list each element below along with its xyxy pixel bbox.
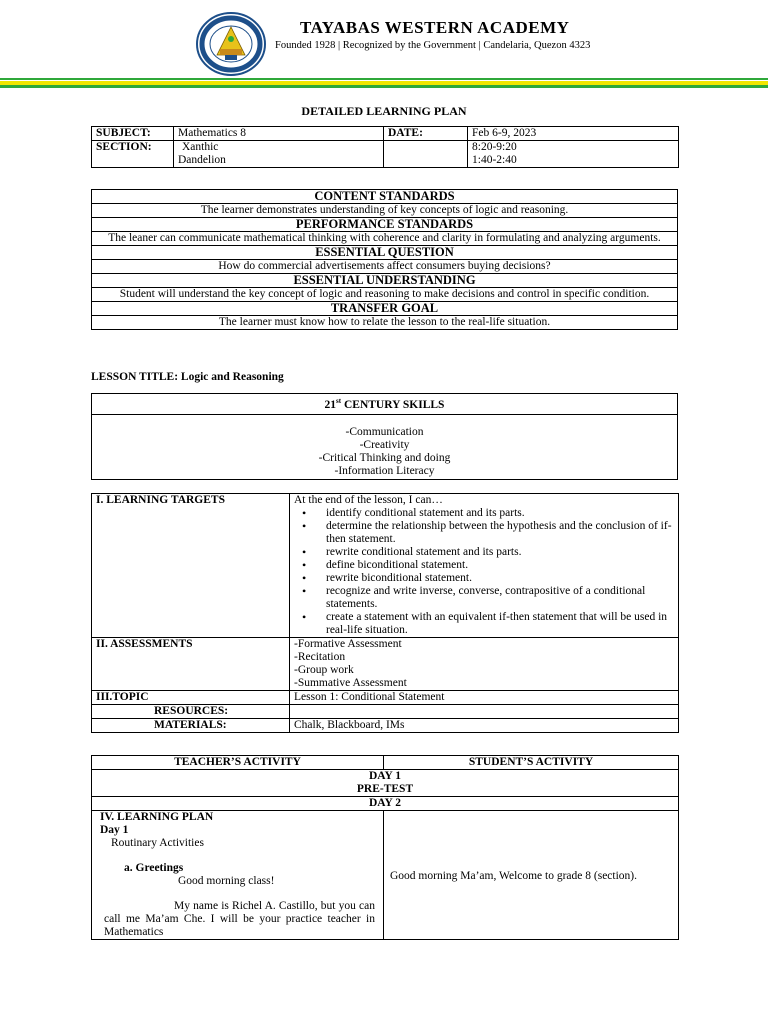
table-row [92, 494, 679, 638]
list-item: -Group work [294, 664, 354, 676]
transfer-goal-heading: TRANSFER GOAL [92, 302, 678, 316]
resources-label: RESOURCES: [92, 705, 290, 719]
time-1: 8:20-9:20 [472, 141, 517, 153]
content-standards-heading: CONTENT STANDARDS [92, 190, 678, 204]
learning-targets-intro: At the end of the lesson, I can… [294, 494, 443, 506]
table-row [92, 638, 679, 691]
table-row [92, 756, 679, 770]
skills-heading-number: 21 [324, 398, 337, 411]
learning-targets-content [290, 494, 679, 638]
table-row [92, 141, 679, 168]
table-row [92, 811, 679, 940]
section-value-1: Xanthic [182, 141, 219, 153]
activity-table [91, 755, 679, 940]
topic-value: Lesson 1: Conditional Statement [290, 691, 679, 705]
school-subtitle: Founded 1928 | Recognized by the Government | Candelaria, Quezon 4323 [275, 40, 591, 51]
list-item: -Information Literacy [334, 464, 435, 477]
list-item: -Formative Assessment [294, 638, 402, 650]
transfer-goal-text: The learner must know how to relate the lesson to the real-life situation. [92, 316, 678, 330]
day2-label: DAY 2 [92, 797, 679, 811]
resources-value [290, 705, 679, 719]
divider-band-green [0, 85, 768, 88]
skills-heading-ordinal: st [336, 397, 342, 405]
letterhead [0, 0, 768, 90]
learning-targets-list [294, 507, 674, 637]
content-standards-text: The learner demonstrates understanding of key concepts of logic and reasoning. [92, 204, 678, 218]
day1-pretest [92, 770, 679, 797]
teacher-activity-cell [92, 811, 384, 940]
materials-value: Chalk, Blackboard, IMs [290, 719, 679, 733]
performance-standards-heading: PERFORMANCE STANDARDS [92, 218, 678, 232]
table-row [92, 770, 679, 797]
subject-value: Mathematics 8 [174, 127, 384, 141]
essential-question-heading: ESSENTIAL QUESTION [92, 246, 678, 260]
learning-plan-heading: IV. LEARNING PLAN [100, 811, 214, 823]
time-2: 1:40-2:40 [472, 154, 517, 166]
list-item: -Communication [345, 425, 424, 438]
divider-band-green-top [0, 78, 768, 80]
list-item: • define biconditional statement. [318, 559, 674, 572]
list-item: -Recitation [294, 651, 346, 663]
list-item: • rewrite conditional statement and its parts. [318, 546, 674, 559]
essential-understanding-text: Student will understand the key concept of logic and reasoning to make decisions and control in specific condition. [92, 288, 678, 302]
list-item: • recognize and write inverse, converse, contrapositive of a conditional statements. [318, 585, 674, 611]
school-seal-icon [196, 12, 266, 76]
table-row [92, 797, 679, 811]
topic-label: III.TOPIC [92, 691, 290, 705]
table-row [92, 691, 679, 705]
section-value-2: Dandelion [178, 154, 226, 166]
info-table [91, 126, 679, 168]
section-value [174, 141, 384, 168]
time-value [468, 141, 679, 168]
materials-label: MATERIALS: [92, 719, 290, 733]
section-label: SECTION: [92, 141, 174, 168]
school-name: TAYABAS WESTERN ACADEMY [300, 18, 570, 37]
list-item: -Summative Assessment [294, 677, 407, 689]
empty-cell [384, 141, 468, 168]
essential-understanding-heading: ESSENTIAL UNDERSTANDING [92, 274, 678, 288]
student-activity-cell [384, 811, 679, 940]
table-row [92, 705, 679, 719]
standards-table [91, 189, 678, 330]
subject-label: SUBJECT: [92, 127, 174, 141]
performance-standards-text: The leaner can communicate mathematical thinking with coherence and clarity in formulating and analyzing arguments. [92, 232, 678, 246]
teacher-greeting: Good morning class! [178, 875, 275, 887]
skills-table [91, 393, 678, 480]
date-value: Feb 6-9, 2023 [468, 127, 679, 141]
student-greeting: Good morning Ma’am, Welcome to grade 8 (section). [390, 870, 638, 882]
routinary-activities: Routinary Activities [111, 837, 204, 849]
skills-heading-text: CENTURY SKILLS [341, 398, 445, 411]
learning-targets-label: I. LEARNING TARGETS [92, 494, 290, 638]
list-item: • rewrite biconditional statement. [318, 572, 674, 585]
skills-list [92, 414, 678, 479]
list-item: • create a statement with an equivalent if-then statement that will be used in real-life situation. [318, 611, 674, 637]
day1-label: DAY 1 [368, 770, 402, 782]
lesson-title: LESSON TITLE: Logic and Reasoning [91, 371, 284, 383]
document-title: DETAILED LEARNING PLAN [301, 104, 467, 118]
teacher-activity-heading: TEACHER’S ACTIVITY [92, 756, 384, 770]
skills-heading [92, 394, 678, 415]
greetings-heading: a. Greetings [124, 862, 184, 874]
date-label: DATE: [384, 127, 468, 141]
student-activity-heading: STUDENT’S ACTIVITY [384, 756, 679, 770]
list-item: • determine the relationship between the hypothesis and the conclusion of if-then statement. [318, 520, 674, 546]
assessments-content [290, 638, 679, 691]
learning-plan-day: Day 1 [100, 824, 129, 836]
assessments-label: II. ASSESSMENTS [92, 638, 290, 691]
list-item: -Creativity [359, 438, 410, 451]
pretest-label: PRE-TEST [356, 783, 414, 795]
learning-targets-table [91, 493, 679, 733]
essential-question-text: How do commercial advertisements affect consumers buying decisions? [92, 260, 678, 274]
list-item: • identify conditional statement and its parts. [318, 507, 674, 520]
table-row [92, 127, 679, 141]
list-item: -Critical Thinking and doing [318, 451, 451, 464]
table-row [92, 719, 679, 733]
teacher-introduction: My name is Richel A. Castillo, but you can call me Ma’am Che. I will be your practice teacher in Mathematics [104, 900, 375, 938]
